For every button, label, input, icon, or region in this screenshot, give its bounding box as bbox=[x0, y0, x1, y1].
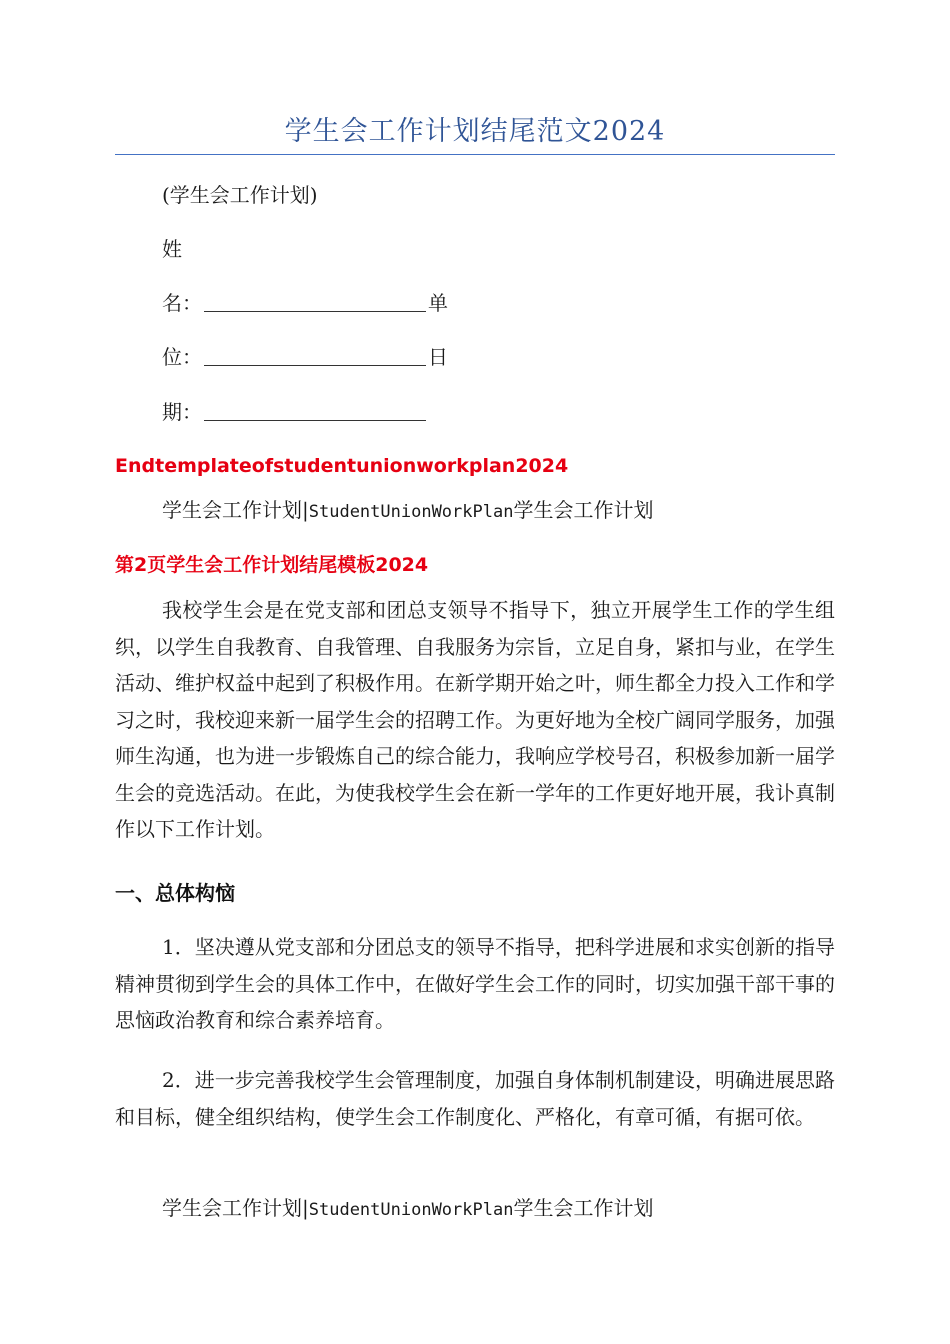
name-field[interactable] bbox=[204, 291, 426, 312]
document-title: 学生会工作计划结尾范文2024 bbox=[284, 116, 666, 147]
english-heading: Endtemplateofstudentunionworkplan2024 bbox=[115, 455, 569, 477]
name-label: 名： bbox=[162, 291, 202, 315]
footer-1-right: 学生会工作计划 bbox=[513, 498, 654, 522]
date-row bbox=[162, 397, 428, 427]
unit-label: 位： bbox=[162, 345, 202, 369]
name-char-1: 姓 bbox=[162, 237, 182, 261]
date-label: 期： bbox=[162, 400, 202, 424]
subtitle: (学生会工作计划) bbox=[162, 183, 318, 207]
unit-row bbox=[162, 342, 448, 372]
title-underline bbox=[115, 154, 835, 155]
footer-line-1 bbox=[162, 495, 653, 527]
footer-2-right: 学生会工作计划 bbox=[513, 1196, 654, 1220]
name-row bbox=[162, 288, 448, 318]
section-1-heading: 一、总体构恼 bbox=[115, 881, 235, 905]
intro-paragraph: 我校学生会是在党支部和团总支领导不指导下，独立开展学生工作的学生组织，以学生自我教育、自我管理、自我服务为宗旨，立足自身，紧扣与业，在学生活动、维护权益中起到了积极作用。在新学期开始之叶，师生都全力投入工作和学习之时，我校迎来新一届学生会的招聘工作。为更好地为全校广阔同学服务，加强师生沟通，也为进一步锻炼自己的综合能力，我响应学校号召，积极参加新一届学生会的竞选活动。在此，为使我校学生会在新一学年的工作更好地开展，我讣真制作以下工作计划。 bbox=[115, 598, 835, 841]
footer-line-2 bbox=[162, 1193, 653, 1225]
unit-char-1: 单 bbox=[428, 291, 448, 315]
footer-2-left: 学生会工作计划| bbox=[162, 1196, 309, 1220]
page2-heading: 第2页学生会工作计划结尾模板2024 bbox=[115, 554, 429, 576]
footer-1-mid: StudentUnionWorkPlan bbox=[308, 502, 514, 522]
footer-1-left: 学生会工作计划| bbox=[162, 498, 309, 522]
footer-2-mid: StudentUnionWorkPlan bbox=[308, 1200, 514, 1220]
date-field[interactable] bbox=[204, 400, 426, 421]
date-char-1: 日 bbox=[428, 345, 448, 369]
item-2: 2．进一步完善我校学生会管理制度，加强自身体制机制建设，明确进展思路和目标，健全组织结构，使学生会工作制度化、严格化，有章可循，有据可依。 bbox=[115, 1068, 835, 1129]
item-1: 1．坚决遵从党支部和分团总支的领导不指导，把科学进展和求实创新的指导精神贯彻到学生会的具体工作中，在做好学生会工作的同时，切实加强干部干事的思恼政治教育和综合素养培育。 bbox=[115, 935, 835, 1032]
unit-field[interactable] bbox=[204, 345, 426, 366]
